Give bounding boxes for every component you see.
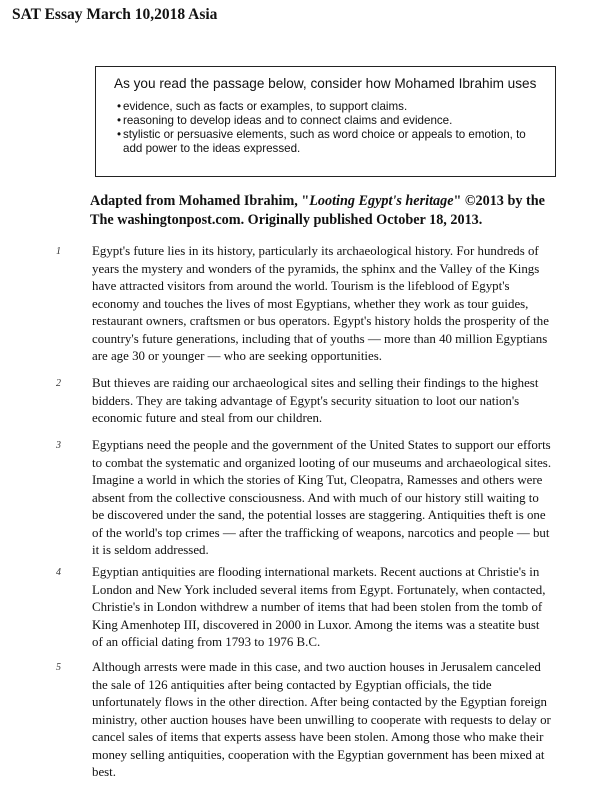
paragraph-number: 5 xyxy=(56,662,61,673)
prompt-box xyxy=(95,66,556,177)
paragraph-number: 2 xyxy=(56,378,61,389)
prompt-intro: As you read the passage below, consider how Mohamed Ibrahim uses xyxy=(114,76,537,91)
paragraph-3: Egyptians need the people and the government of the United States to support our efforts to combat the systematic and organized looting of our museums and archaeological sites. Imagine a world in which the stories of King Tut, Cleopatra, Ramesses and others were absent from the collective consciousness. And with much of our history still waiting to be discovered under the sand, the potential losses are staggering. Antiquities theft is one of the world's top crimes — after the trafficking of weapons, narcotics and people — but it is seldom addressed. xyxy=(92,438,552,557)
paragraph-4: Egyptian antiquities are flooding international markets. Recent auctions at Christie's in London and New York included several items from Egypt. Fortunately, when contacted, Christie's in London withdrew a number of items that had been stolen from the tomb of King Amenhotep III, discovered in 2000 in Luxor. Among the items was a steatite bust of an official dating from 1793 to 1976 B.C. xyxy=(92,565,546,649)
paragraph-number: 3 xyxy=(56,440,61,451)
prompt-bullet-reasoning: • reasoning to develop ideas and to connect claims and evidence. xyxy=(117,114,545,128)
paragraph-number: 1 xyxy=(56,246,61,257)
paragraph-number: 4 xyxy=(56,567,61,578)
credit-prefix: Adapted from Mohamed Ibrahim, " xyxy=(90,193,310,209)
source-credit xyxy=(90,192,560,230)
paragraph-1: Egypt's future lies in its history, particularly its archaeological history. For hundreds of years the mystery and wonders of the pyramids, the sphinx and the Valley of the Kings have attracted visitors from around the world. Tourism is the lifeblood of Egypt's economy and touches the lives of most Egyptians, whether they work as tour guides, restaurant owners, craftsmen or bus operators. Egypt's history holds the prosperity of the country's future generations, including that of youths — more than 40 million Egyptians are age 30 or younger — who are seeking opportunities. xyxy=(92,244,549,363)
prompt-bullet-list xyxy=(114,100,545,156)
paragraph-2: But thieves are raiding our archaeological sites and selling their findings to the highest bidders. They are taking advantage of Egypt's security situation to loot our nation's economic future and steal from our children. xyxy=(92,376,539,425)
prompt-bullet-stylistic: • stylistic or persuasive elements, such as word choice or appeals to emotion, to add power to the ideas expressed. xyxy=(117,128,545,156)
credit-article-title: Looting Egypt's heritage xyxy=(309,193,454,209)
page-header-title: SAT Essay March 10,2018 Asia xyxy=(12,6,218,23)
prompt-bullet-evidence: • evidence, such as facts or examples, to support claims. xyxy=(117,100,545,114)
paragraph-5: Although arrests were made in this case, and two auction houses in Jerusalem canceled the sale of 126 antiquities after being contacted by Egyptian officials, the tide unfortunately flows in the other direction. After being contacted by the Egyptian foreign ministry, other auction houses have been unwilling to cooperate with requests to delay or cancel sales of items that experts assess have been stolen. Among those who make their money selling antiquities, cooperation with the Egyptian government has been mixed at best. xyxy=(92,660,551,779)
credit-suffix: " ©2013 by the The washingtonpost.com. Originally published October 18, 2013. xyxy=(90,193,545,228)
